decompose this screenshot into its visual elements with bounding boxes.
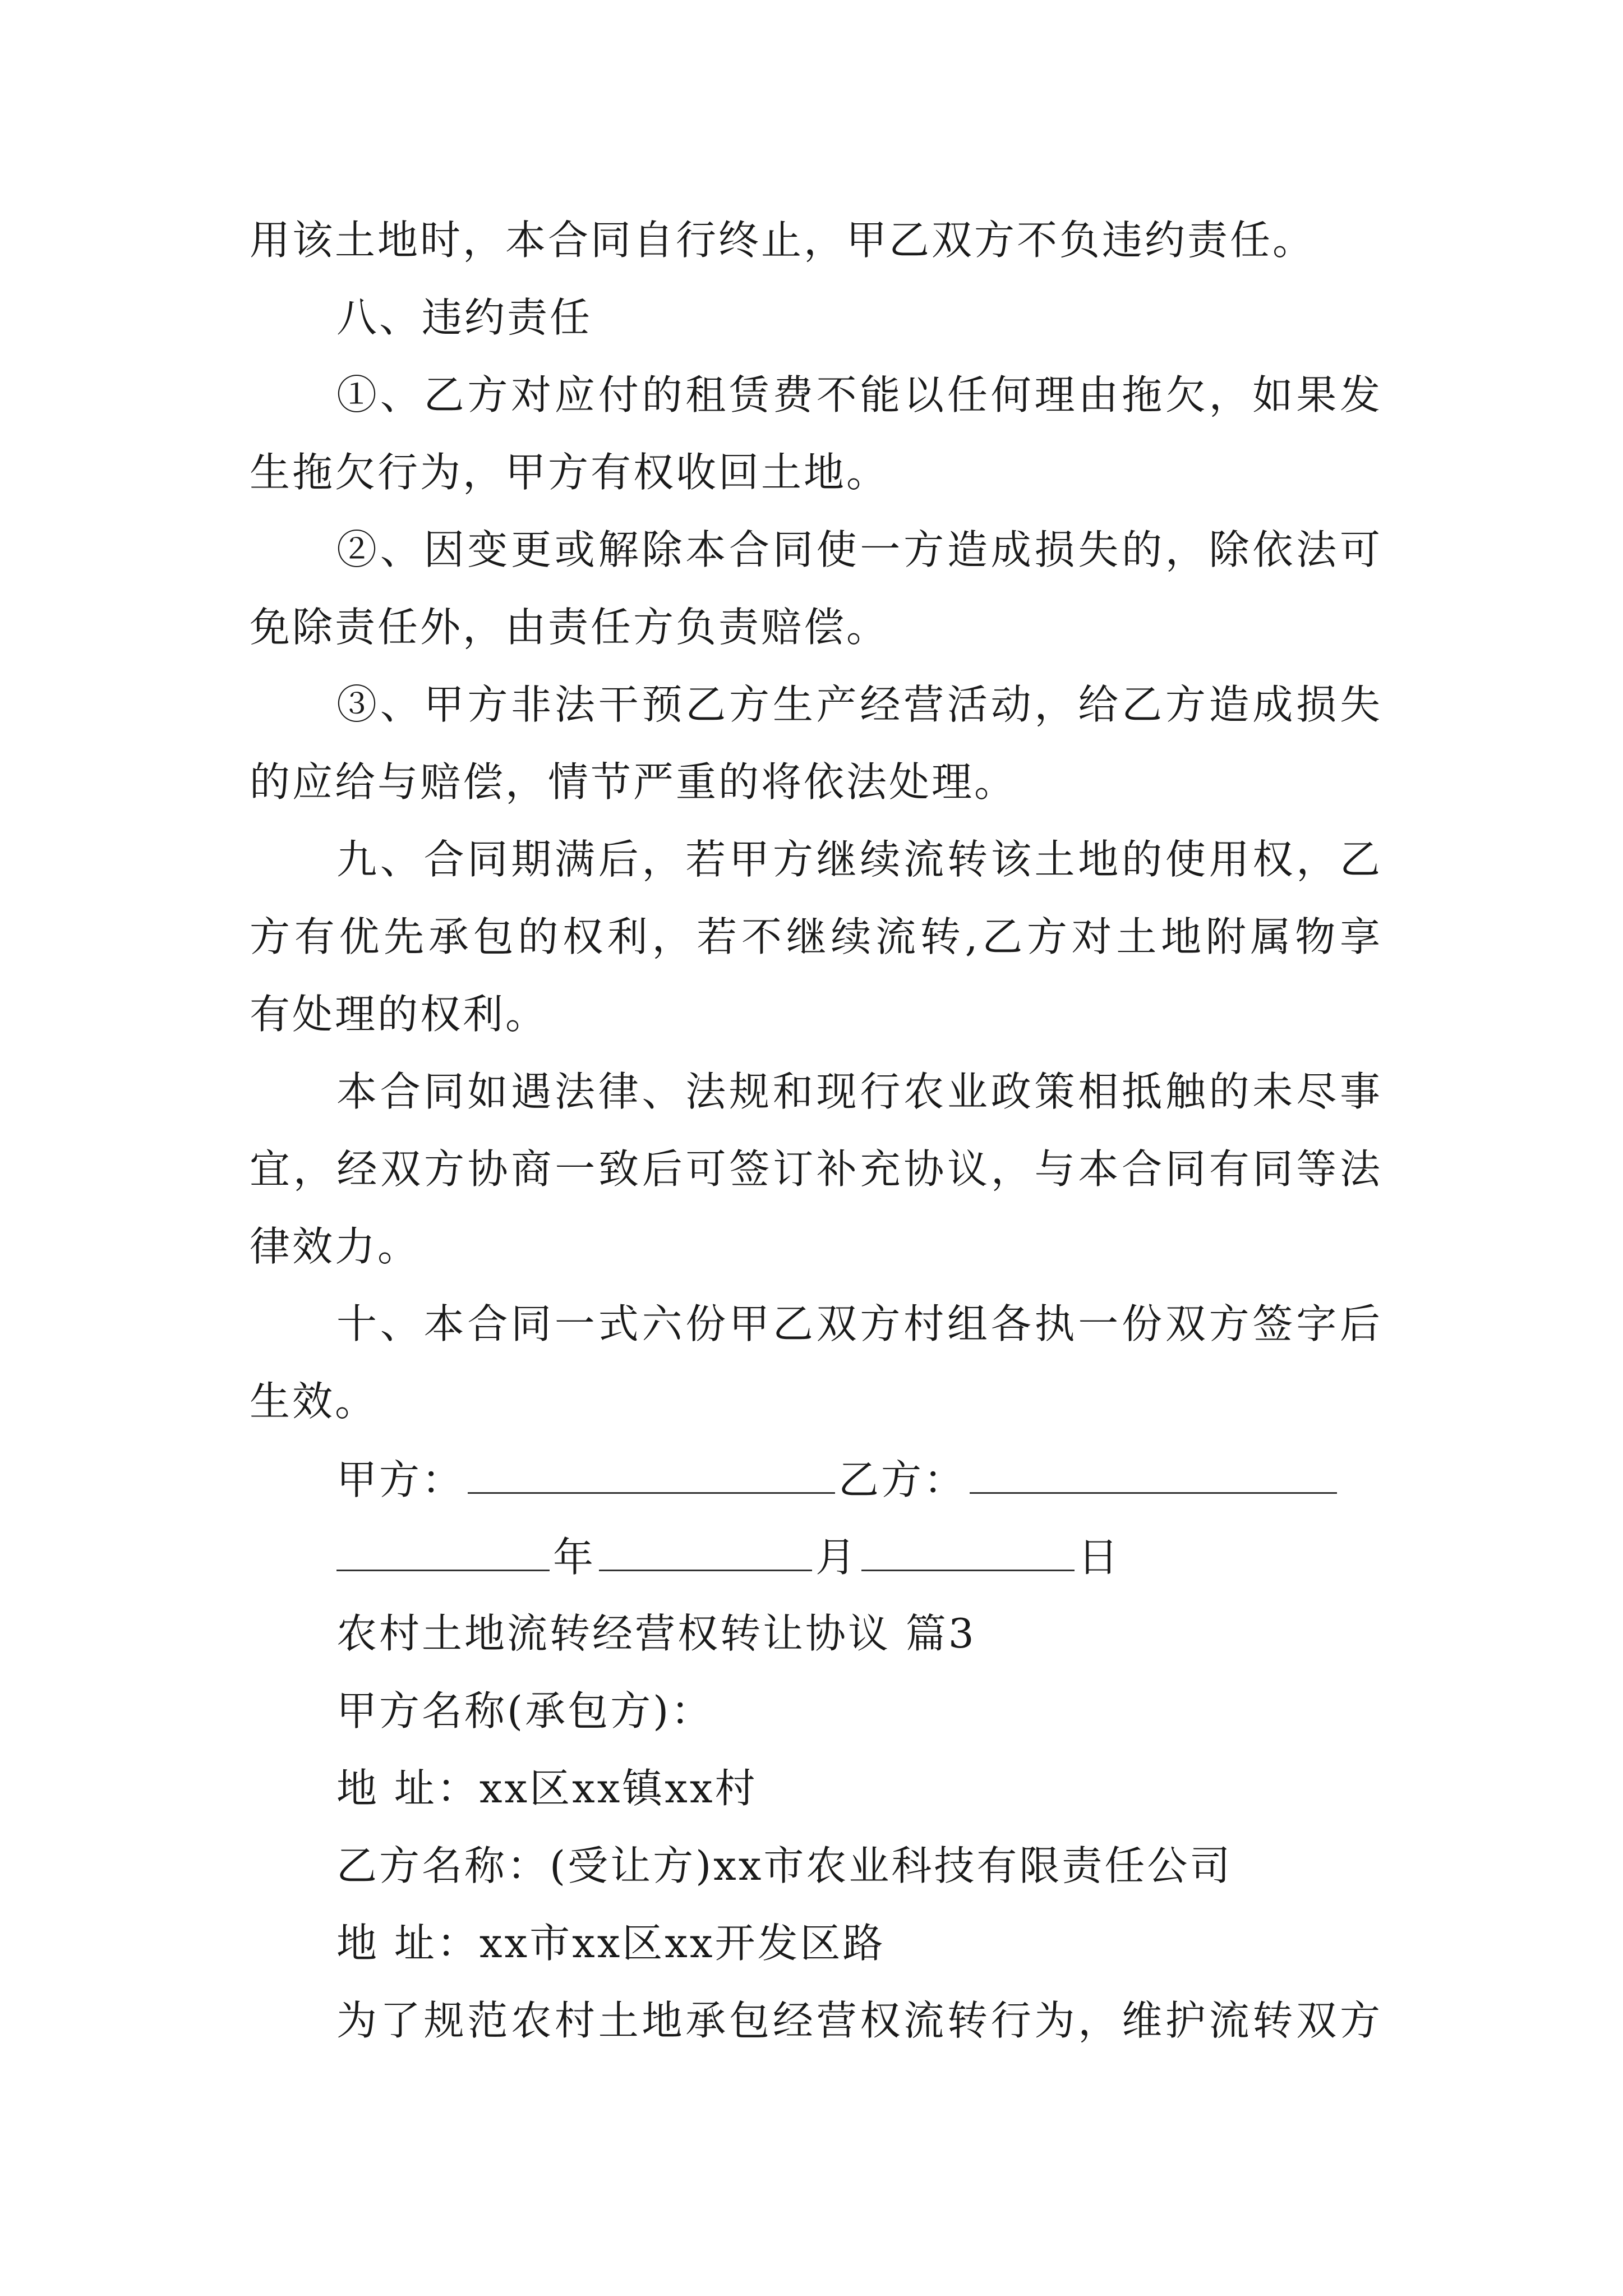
paragraph-line: 方有优先承包的权利，若不继续流转,乙方对土地附属物享	[250, 913, 1382, 960]
signature-date	[336, 1534, 1469, 1581]
paragraph-line: 生拖欠行为，甲方有权收回土地。	[250, 449, 889, 496]
party-b-address: 地 址：xx市xx区xx开发区路	[336, 1920, 886, 1967]
paragraph-line: 的应给与赔偿，情节严重的将依法处理。	[250, 758, 1017, 806]
paragraph-line: 生效。	[250, 1378, 378, 1425]
signature-parties	[336, 1456, 1469, 1503]
year-label: 年	[553, 1534, 596, 1581]
paragraph-line: 九、合同期满后，若甲方继续流转该土地的使用权，乙	[336, 836, 1382, 883]
paragraph-line: ③、甲方非法干预乙方生产经营活动，给乙方造成损失	[336, 681, 1382, 728]
paragraph-line: 为了规范农村土地承包经营权流转行为，维护流转双方	[336, 1997, 1382, 2044]
paragraph-line: 本合同如遇法律、法规和现行农业政策相抵触的未尽事	[336, 1068, 1382, 1115]
party-b-label: 乙方：	[838, 1456, 967, 1503]
paragraph-line: 用该土地时，本合同自行终止，甲乙双方不负违约责任。	[250, 217, 1316, 264]
paragraph-line: 有处理的权利。	[250, 991, 548, 1038]
paragraph-line: 十、本合同一式六份甲乙双方村组各执一份双方签字后	[336, 1300, 1382, 1347]
party-a-signature-blank[interactable]	[468, 1458, 835, 1494]
paragraph-line: ②、因变更或解除本合同使一方造成损失的，除依法可	[336, 526, 1382, 573]
day-blank[interactable]	[861, 1536, 1075, 1571]
party-a-label: 甲方：	[336, 1456, 465, 1503]
paragraph-line: 宜，经双方协商一致后可签订补充协议，与本合同有同等法	[250, 1145, 1382, 1193]
month-blank[interactable]	[599, 1536, 812, 1571]
section-title: 农村土地流转经营权转让协议 篇3	[336, 1610, 976, 1657]
day-label: 日	[1078, 1534, 1121, 1581]
party-a-address: 地 址：xx区xx镇xx村	[336, 1765, 758, 1812]
party-a-name: 甲方名称(承包方)：	[336, 1687, 714, 1734]
section-heading: 八、违约责任	[336, 294, 593, 341]
paragraph-line: ①、乙方对应付的租赁费不能以任何理由拖欠，如果发	[336, 371, 1382, 418]
month-label: 月	[815, 1534, 859, 1581]
paragraph-line: 律效力。	[250, 1223, 421, 1270]
party-b-signature-blank[interactable]	[970, 1458, 1337, 1494]
year-blank[interactable]	[336, 1536, 550, 1571]
paragraph-line: 免除责任外，由责任方负责赔偿。	[250, 604, 889, 651]
party-b-name: 乙方名称：(受让方)xx市农业科技有限责任公司	[336, 1842, 1233, 1889]
